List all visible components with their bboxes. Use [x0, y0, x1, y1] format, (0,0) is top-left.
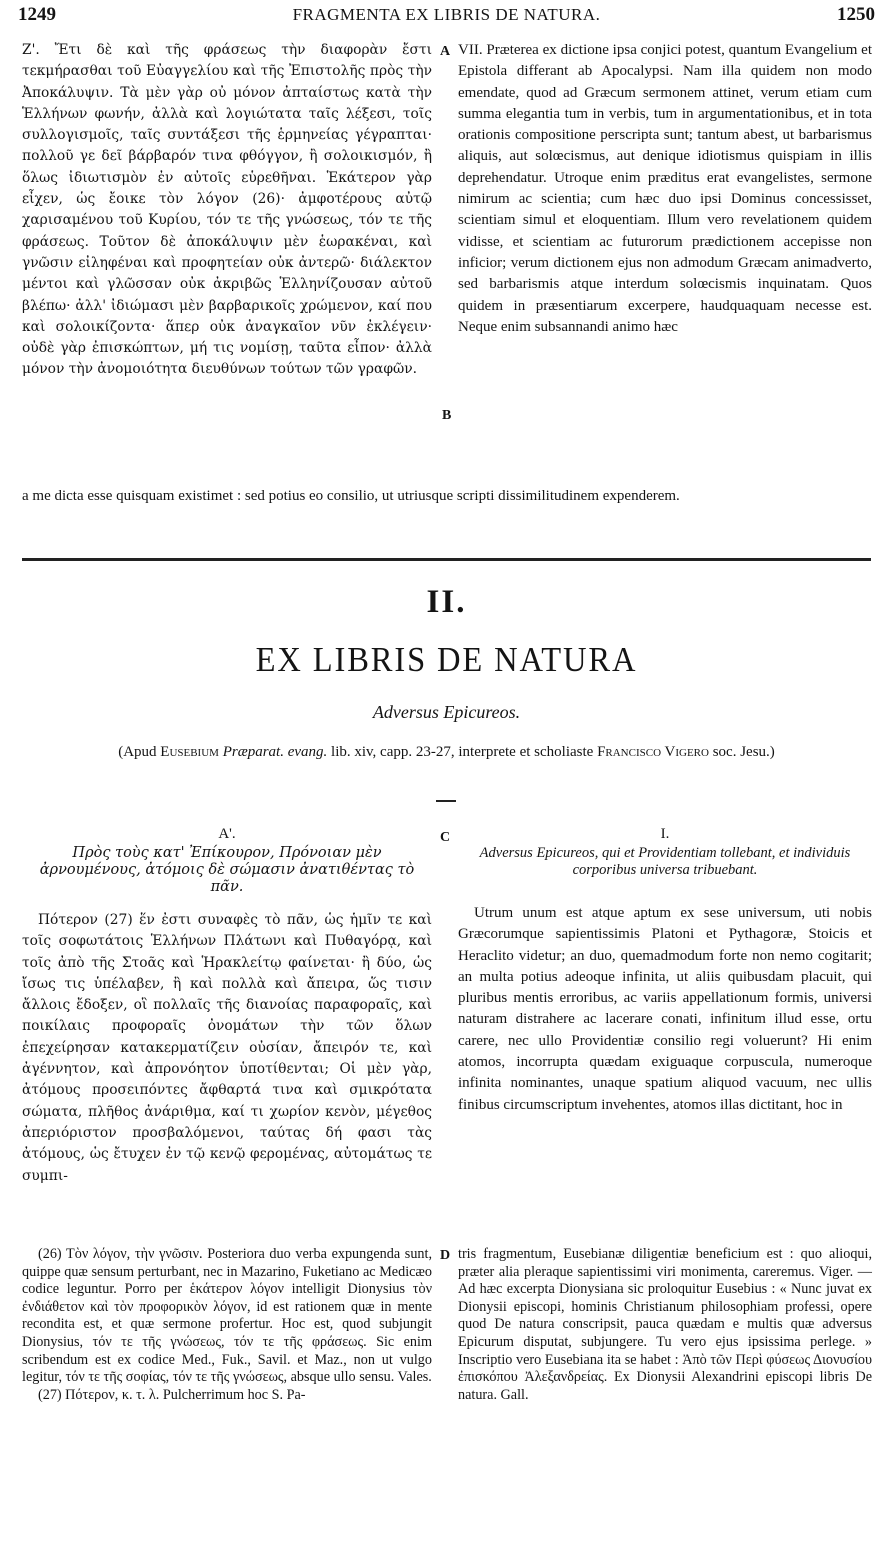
page-number-right: 1250 [837, 4, 875, 25]
section-number: II. [426, 584, 467, 620]
latin-continuation [22, 486, 872, 507]
source-prefix: (Apud [118, 744, 157, 760]
margin-marker-d: D [440, 1248, 451, 1263]
margin-marker-c: C [440, 830, 451, 845]
section-title: EX LIBRIS DE NATURA [255, 640, 638, 679]
notes-left [22, 1246, 432, 1404]
latin-paragraph-vii: VII. Præterea ex dictione ipsa conjici potest, quantum Evangelium et Epistola differant ab Apocalypsi. Nam illa quidem non modo emendate, quod ad Græcum sermonem attinet, verum etiam cum summa elegantia tum in verbis, tum in argumentationibus, et in tota orationis compositione perscripta sunt; tantum abest, ut barbarismus aliquis, aut solœcismus, aut denique idiotismus quispiam in illis deprehendatur. Utroque enim præditus erat evangelistes, sermone nimirum ac scientia; cum hæc duo ipsi Dominus concessisset, scientiam simul et eloquentiam. Illum vero revelationem quidem vidisse, et scientiam ac futurorum prædictionem accepisse non inficior; verum dictionem ejus non admodum Græcam animadverto, sed barbarismis atque interdum solœcismis inquinatam. Quos quidem in præsentiarum excerpere, haudquaquam necesse est. Neque enim subsannandi animo hæc [458, 42, 872, 335]
page-header [18, 2, 875, 30]
latin-chapter-number: I. [660, 826, 670, 842]
latin-column-top [458, 40, 872, 338]
note-continuation: tris fragmentum, Eusebianæ diligentiæ beneficium est : quo alioqui, præter alia pleraque sapientissimi viri monimenta, careremus. Viger. — Ad hæc excerpta Dionysiana sic proloquitur Eusebius : « Nunc juvat ex Dionysii episcopi, hominis Christianum philosophiam professi, opere quod De natura conscripsit, pauca quædam e multis quæ adversus Epicurum disputat, subjungere. Tu vero ejus ipsissima perlege. » Inscriptio vero Eusebiana ita se habet : Ἀπὸ τῶν Περὶ φύσεως Διονυσίου ἐπισκόπου Ἀλεξανδρείας. Ex Dionysii Alexandrini episcopi libris De natura. Gall. [458, 1246, 872, 1403]
latin-chapter-title: Adversus Epicureos, qui et Providentiam tollebant, et individuis corporibus universa tribuebant. [479, 845, 851, 878]
greek-paragraph-vii: Ζ'. Ἔτι δὲ καὶ τῆς φράσεως τὴν διαφορὰν ἔστι τεκμήρασθαι τοῦ Εὐαγγελίου καὶ τῆς Ἐπιστολῆς πρὸς τὴν Ἀποκάλυψιν. Τὰ μὲν γὰρ οὐ μόνον ἀπταίστως κατὰ τὴν Ἑλλήνων φωνήν, ἀλλὰ καὶ λογιώτατα ταῖς λέξεσι, τοῖς συλλογισμοῖς, ταῖς συντάξεσι τῆς ἑρμηνείας γέγραπται· πολλοῦ γε δεῖ βάρβαρόν τινα φθόγγον, ἢ σολοικισμόν, ἢ ὅλως ἰδιωτισμὸν ἐν αὐτοῖς εὑρεθῆναι. Ἑκάτερον γὰρ εἶχεν, ὡς ἔοικε τὸν λόγον (26)· ἀμφοτέρους αὐτῷ χαρισαμένου τοῦ Κυρίου, τόν τε τῆς γνώσεως, τόν τε τῆς φράσεως. Τοῦτον δὲ ἀποκάλυψιν μὲν ἑωρακέναι, καὶ γνῶσιν εἰληφέναι καὶ προφητείαν οὐκ ἀντερῶ· διάλεκτον μέντοι καὶ γλῶσσαν οὐκ ἀκριβῶς Ἑλληνίζουσαν αὐτοῦ βλέπω· ἀλλ' ἰδιώμασι μὲν βαρβαρικοῖς χρώμενον, καί που καὶ σολοικίζοντα· ἅπερ οὐκ ἀναγκαῖον νῦν ἐκλέγειν· οὐδὲ γὰρ ἐπισκώπτων, μή τις νομίσῃ, ταῦτα εἶπον· ἀλλὰ μόνον τὴν ἀνομοιότητα διευθύνων τούτων τῶν γραφῶν. [22, 42, 432, 378]
margin-marker-b: B [442, 408, 452, 423]
latin-chapter-text: Utrum unum est atque aptum ex sese universum, uti nobis Græcorumque sapientissimis Platoni et Pythagoræ, Stoicis et Heraclito videtur; an duo, quemadmodum forte non nemo cogitarit; an multa potius adeoque infinita, ut aliis quibusdam placuit, qui pluribus mentis erroribus, ac variis appellationum formis, universi naturam distrahere ac lacerare conati, infinitum illud esse, ortu carere, nec ullo Providentiæ consilio regi voluerunt? Hi enim atomos, incorrupta quædam exiguaque corpuscula, numeroque infinita nominantes, unaque spatium aliquod vacuum, nec ullis finibus circumscriptum invehentes, atomos illas dictitant, hoc in [458, 905, 872, 1113]
page-number-left: 1249 [18, 4, 56, 25]
latin-continuation-text: a me dicta esse quisquam existimet : sed potius eo consilio, ut utriusque scripti dissimilitudinem expenderem. [22, 488, 680, 504]
running-title: FRAGMENTA EX LIBRIS DE NATURA. [292, 5, 601, 24]
margin-marker-a: A [440, 44, 451, 59]
greek-chapter [22, 826, 432, 1187]
source-work: Præparat. evang. [222, 744, 328, 760]
source-eusebius: Eusebium [160, 744, 219, 760]
note-26: (26) Τὸν λόγον, τὴν γνῶσιν. Posteriora duo verba expungenda sunt, quippe quæ sensum perturbant, nec in Mazarino, Fuketiano ac Medicæo codice leguntur. Porro per ἑκάτερον λόγον intelligit Dionysius τὸν ἐνδιάθετον καὶ τὸν προφορικὸν λόγον, id est rationem quæ in mente recondita est, et quæ sermone profertur. Hoc est, quod subjungit Dionysius, τόν τε τῆς γνώσεως, τόν τε τῆς φράσεως. Sic enim scribendum est ex codice Med., Fuk., Savil. et Maz., non ut vulgo legitur, τόν τε τῆς σοφίας, τόν τε τῆς γνώσεως, absque ullo sensu. Vales. [22, 1246, 432, 1386]
source-mid: lib. xiv, capp. 23-27, interprete et scholiaste [331, 744, 594, 760]
greek-chapter-number: Α'. [218, 826, 236, 842]
greek-chapter-title: Πρὸς τοὺς κατ' Ἐπίκουρον, Πρόνοιαν μὲν ἀρνουμένους, ἀτόμοις δὲ σώμασιν ἀνατιθέντας τὸ πᾶν. [39, 845, 415, 895]
source-end: soc. Jesu.) [712, 744, 775, 760]
greek-column-top [22, 40, 432, 381]
latin-chapter [458, 826, 872, 1116]
source-line [28, 744, 865, 761]
section-rule [22, 558, 871, 561]
greek-chapter-text: Πότερον (27) ἕν ἐστι συναφὲς τὸ πᾶν, ὡς ἡμῖν τε καὶ τοῖς σοφωτάτοις Ἑλλήνων Πλάτωνι καὶ Πυθαγόρᾳ, καὶ τοῖς ἀπὸ τῆς Στοᾶς καὶ Ἡρακλείτῳ φαίνεται· ἢ δύο, ὡς ἴσως τις ὑπέλαβεν, ἢ καὶ πολλὰ καὶ ἄπειρα, ὥς τισιν ἄλλοις ἔδοξεν, οἳ πολλαῖς τῆς διανοίας παραφοραῖς, καὶ ποικίλαις προφοραῖς ὀνομάτων τὴν τῶν ὅλων ἐπεχείρησαν κατακερματίζειν οὐσίαν, ἄπειρόν τε, καὶ ἀγέννητον, καὶ ἀπρονόητον ὑποτίθενται; Οἱ μὲν γὰρ, ἀτόμους προσειπόντες ἄφθαρτά τινα καὶ σμικρότατα σώματα, πλῆθος ἀνάριθμα, καί τι χωρίον κενὸν, μέγεθος ἀπεριόριστον προσβαλόμενοι, ταύτας δή φασι τὰς ἀτόμους, ὡς ἔτυχεν ἐν τῷ κενῷ φερομένας, αὐτομάτως τε συμπι- [22, 912, 432, 1184]
section-subtitle: Adversus Epicureos. [372, 702, 521, 722]
source-viger: Francisco Vigero [597, 744, 709, 760]
note-27: (27) Πότερον, κ. τ. λ. Pulcherrimum hoc S. Pa- [38, 1386, 306, 1403]
short-divider [436, 800, 456, 802]
notes-right [458, 1246, 872, 1404]
